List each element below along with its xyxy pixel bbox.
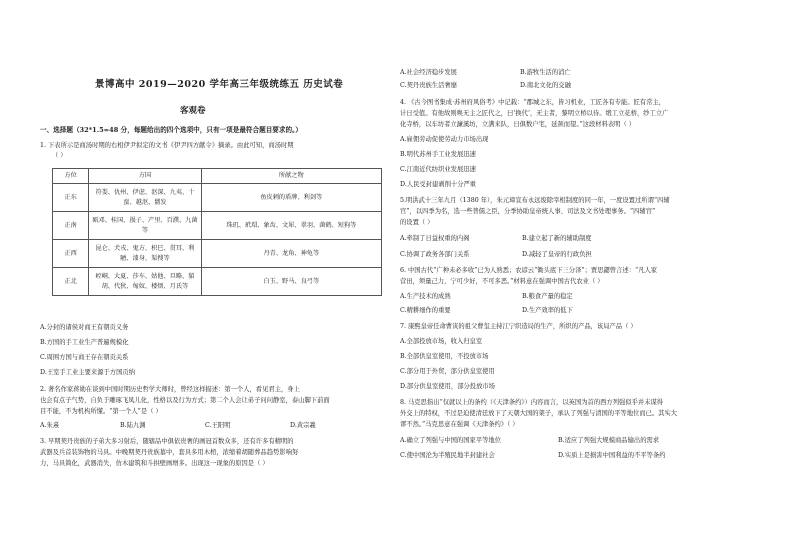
table-cell: 正西 xyxy=(53,240,89,268)
q6-option-d[interactable]: D.生产效率的低下 xyxy=(522,307,573,314)
q1-option-b[interactable]: B.方国的手工业生产普遍规模化 xyxy=(40,339,129,346)
q5-option-a[interactable]: A.牵制了日益权重的内阁 xyxy=(400,235,470,242)
table-cell: 瓯邓、桂国、损子、产里、百濮、九菌等 xyxy=(89,212,201,240)
table-cell: 崆峒、大夏、莎车、姑他、旦略、貊胡、代狄、匈奴、楼烦、月氏等 xyxy=(89,268,201,296)
q6-option-a[interactable]: A.生产技术的成熟 xyxy=(400,293,451,300)
q2-option-a[interactable]: A.朱熹 xyxy=(40,422,60,429)
q6-option-b[interactable]: B.粮食产量的稳定 xyxy=(522,293,573,300)
exam-title: 景博高中 2019—2020 学年高三年级统练五 历史试卷 xyxy=(95,79,344,90)
table-row xyxy=(53,268,382,296)
exam-subtitle: 客观卷 xyxy=(180,106,206,116)
q7-option-b[interactable]: B.全部供皇室使用，不投放市场 xyxy=(400,353,489,360)
q7-option-d[interactable]: D.部分供皇室使用，部分投放市场 xyxy=(400,383,495,390)
q3-option-d[interactable]: D.南北文化的交融 xyxy=(520,82,571,89)
q3-stem: 3. 早期契丹贵族的子弟大多习射后，随辖品中俱依贵奢的画冠首数众多，还有许多有精明的 xyxy=(40,438,294,445)
table-cell: 丹青、龙角、神龟等 xyxy=(201,240,381,268)
q2-stem: 目不能，不为机构所懂。“第一个人”是（ ） xyxy=(40,408,162,415)
q4-stem: 计日受值。有他故则唤无主之匠代之，曰‘换代’，无主者，黎明立桥以待。缎工立花桥，纱工立广 xyxy=(400,110,669,117)
q5-stem: 的设置（ ） xyxy=(400,219,434,226)
q4-option-b[interactable]: B.明代苏州手工业发展迅速 xyxy=(400,151,476,158)
q6-option-c[interactable]: C.精耕细作的重要 xyxy=(400,307,451,314)
q7-stem: 7. 康熙皇帝任命曹寅的祖父曹玺主持江宁织造局的生产，所织的产品，该局产品（ ） xyxy=(400,323,637,330)
q8-option-d[interactable]: D.实质上是损害中国利益的不平等条约 xyxy=(558,452,666,459)
q5-option-b[interactable]: B.建立起了新的辅助制度 xyxy=(522,235,592,242)
q4-option-c[interactable]: C.江南近代纺织业发展迅速 xyxy=(400,166,476,173)
q8-option-b[interactable]: B.适应了列强大规模商品输出的需求 xyxy=(558,437,660,444)
table-row xyxy=(53,240,382,268)
table-cell: 珠玑、玳瑁、象齿、文犀、翠羽、菌鹤、短狗等 xyxy=(201,212,381,240)
q8-stem: 谬不然。”马克思意在强调《天津条约》（ ） xyxy=(400,421,519,428)
table-row xyxy=(53,184,382,212)
q2-option-b[interactable]: B.陆九渊 xyxy=(120,422,146,429)
table-header: 方位 xyxy=(53,169,89,184)
q5-option-d[interactable]: D.减轻了皇帝的行政负担 xyxy=(522,251,592,258)
q3-option-b[interactable]: B.游牧生活的消亡 xyxy=(520,69,571,76)
q8-stem: 8. 马克思指出“仅就以上的条约（《天津条约》）内容而言，以英国为首的西方列强似乎并未谋得 xyxy=(400,399,664,406)
q2-option-c[interactable]: C.王阳明 xyxy=(205,422,231,429)
table-cell: 正南 xyxy=(53,212,89,240)
q1-stem: 1. 下表所示是商汤时期的右相伊尹拟定的文书《伊尹四方献令》摘录。由此可知，商汤时期 xyxy=(40,142,294,149)
q1-table xyxy=(52,168,382,296)
q1-option-d[interactable]: D.王室手工业主要来源于方国贡纳 xyxy=(40,369,135,376)
q6-stem: 营田，须量己力，宁可少好，不可多恶。”材料意在强调中国古代农业（ ） xyxy=(400,278,604,285)
q8-option-c[interactable]: C.使中国沦为半殖民地半封建社会 xyxy=(400,452,495,459)
table-header: 所献之物 xyxy=(201,169,381,184)
table-cell: 昆仑、犬戎、鬼方、枳巳、贯耳、利陋、漆身、渠搜等 xyxy=(89,240,201,268)
table-cell: 鱼皮刺的盾牌、利剑等 xyxy=(201,184,381,212)
q2-option-d[interactable]: D.黄宗羲 xyxy=(290,422,316,429)
q2-stem: 2. 著名作家蒋勋在谈到中国时期历史哲学大师时，曾经这样描述：第一个人，看见君主，身上 xyxy=(40,386,300,393)
q4-stem: 4. 《古今图书集成·苏州府风俗考》中记载：“郡城之东，皆习机业，工匠各有专能。匠有常主， xyxy=(400,99,666,106)
q5-option-c[interactable]: C.协调了政务各部门关系 xyxy=(400,251,470,258)
q3-stem: 武器及兵首装饰物的马具。中晚期契丹贵族墓中，套具多用木棺，浓缩着胡随葬品趋势影响努 xyxy=(40,449,299,456)
q6-stem: 6. 中国古代“广种未必多收”已为人熟悉；农谚云“锄头底下三分泽”；贾思勰曾言述：“凡人家 xyxy=(400,267,658,274)
q4-option-d[interactable]: D.人民受封建剥削十分严重 xyxy=(400,181,477,188)
q8-stem: 外交上的特权，不过是迫使清廷放下了天朝大国的架子，承认了列强与清国的平等地位而已。其实大 xyxy=(400,410,678,417)
q8-option-a[interactable]: A.确立了列强与中国的国家平等地位 xyxy=(400,437,502,444)
q4-option-a[interactable]: A.雇佣劳动促使劳动力市场出现 xyxy=(400,136,489,143)
table-row xyxy=(53,212,382,240)
table-cell: 符娄、仇州、伊虑、沤深、九夷、十蛮、越沤、鬋发 xyxy=(89,184,201,212)
section-heading: 一、选择题（32*1.5=48 分，每题给出的四个选项中，只有一项是最符合题目要求的。） xyxy=(40,126,302,134)
table-cell: 正北 xyxy=(53,268,89,296)
q1-stem-blank: （ ） xyxy=(52,152,67,159)
q5-stem: 5.明洪武十三年九月（1380 年），朱元璋宣布永远废除宰相制度的同一年，一度设置过所谓“四辅 xyxy=(400,197,670,204)
q1-option-a[interactable]: A.分封的诸侯对商王有朝贡义务 xyxy=(40,324,129,331)
table-cell: 正东 xyxy=(53,184,89,212)
q1-option-c[interactable]: C.周围方国与商王存在朝贡关系 xyxy=(40,354,129,361)
q5-stem: 官”，以四季为名，选一些普儒之臣，分季协助皇帝统人事、司法及文书处理事务。“四辅官” xyxy=(400,208,656,215)
q4-stem: 化寺桥，以车坊者立濂溪坊，立满来队，日俱数户宅，延颈而望。”这段材料表明（ ） xyxy=(400,121,636,128)
q3-stem: 力，马具简化，武器消失，仿木建筑和斗拱壁画增多。出现这一现象的原因是（ ） xyxy=(40,460,269,467)
q7-option-a[interactable]: A.全部投放市场，收入归皇室 xyxy=(400,338,483,345)
q3-option-c[interactable]: C.契丹贵族生活奢靡 xyxy=(400,82,457,89)
q3-option-a[interactable]: A.社会经济稳步发展 xyxy=(400,69,457,76)
table-cell: 白玉、野马、良弓等 xyxy=(201,268,381,296)
q2-stem: 也会有点子气势，自负于雕琢飞凤儿化，性格以及行为方式；第二个人会让弟子问问静室，泰山脚下前面 xyxy=(40,397,330,404)
table-header: 方国 xyxy=(89,169,201,184)
q7-option-c[interactable]: C.部分用于外贸，部分供皇室使用 xyxy=(400,368,495,375)
